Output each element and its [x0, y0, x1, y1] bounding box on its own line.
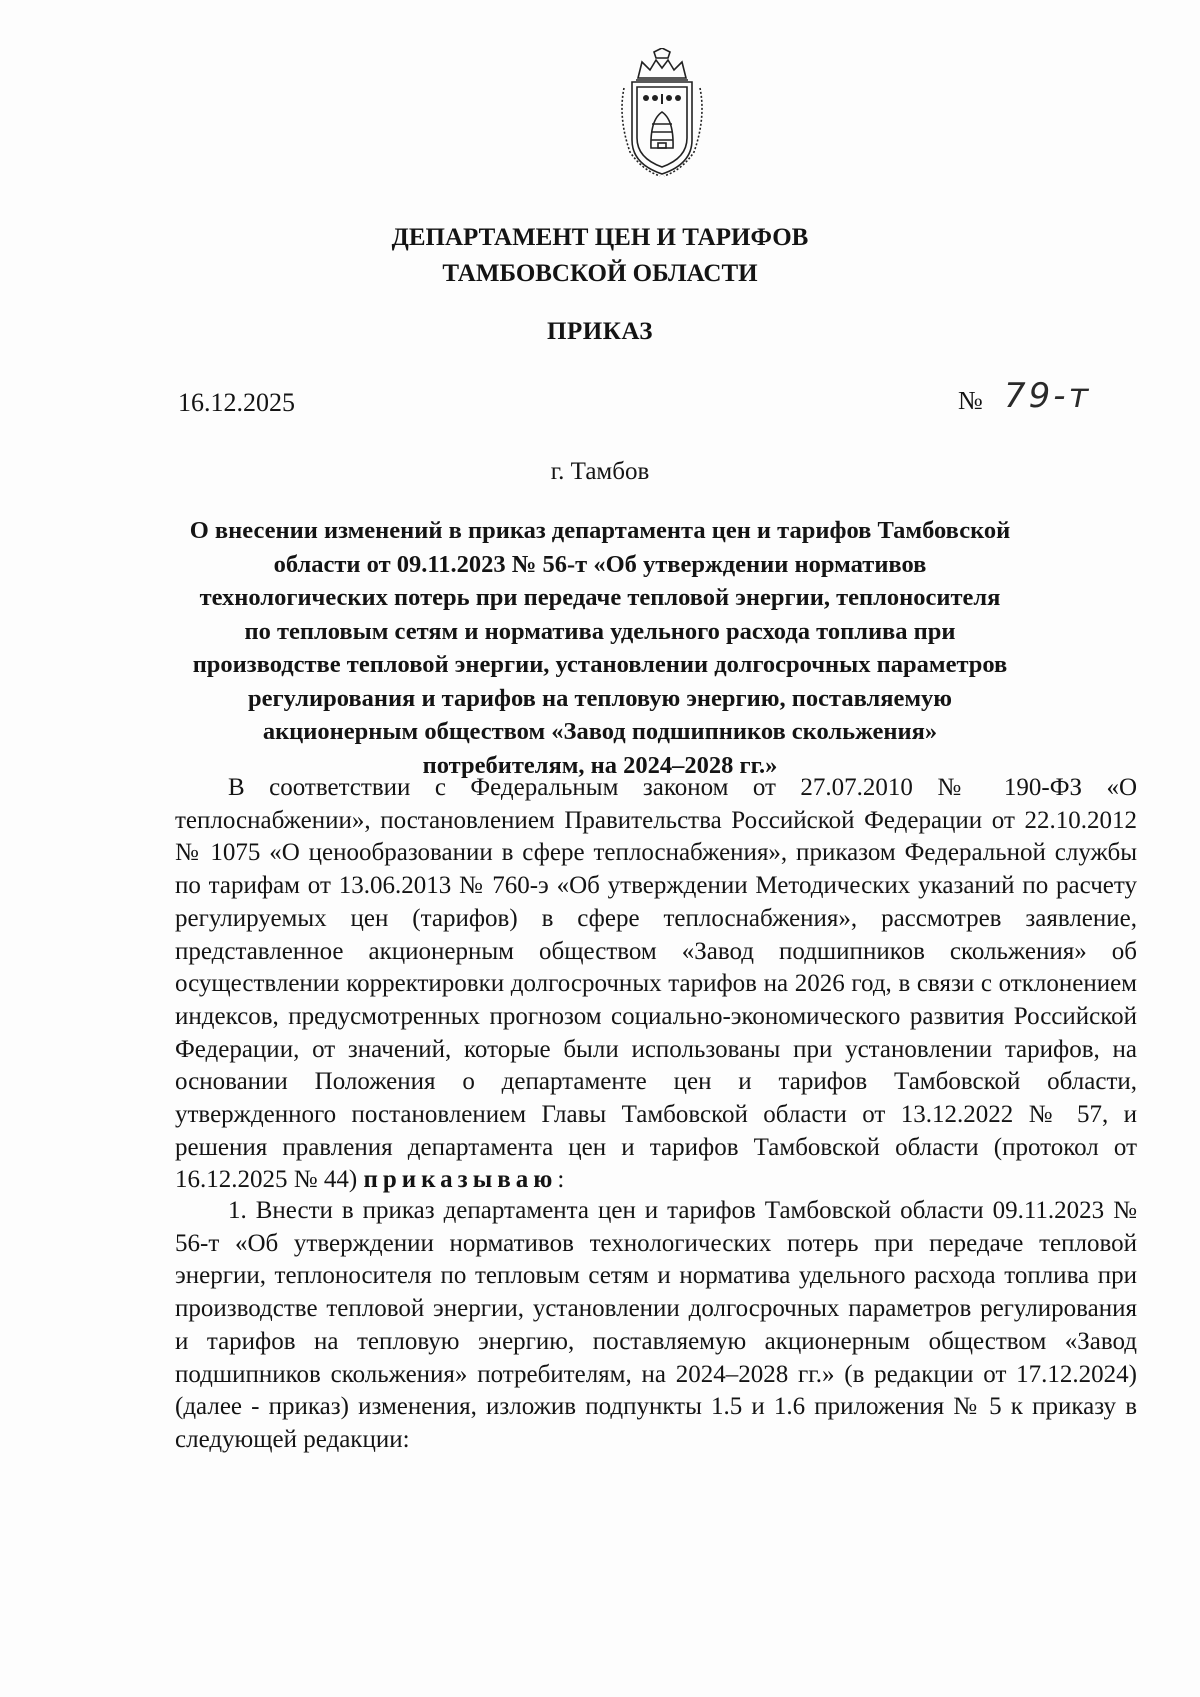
- document-date: 16.12.2025: [178, 388, 295, 417]
- order-colon: :: [557, 1166, 565, 1194]
- document-title: О внесении изменений в приказ департамента цен и тарифов Тамбовской области от 09.11.2023 № 56-т «Об утверждении нормативов технологических потерь при передаче тепловой энергии, теплоносителя по тепловым сетям и норматива удельного расхода топлива при производстве тепловой энергии, установлении долгосрочных параметров регулирования и тарифов на тепловую энергию, поставляемую акционерным обществом «Завод подшипников скольжения» потребителям, на 2024–2028 гг.»: [189, 517, 1011, 779]
- department-line-2: ТАМБОВСКОЙ ОБЛАСТИ: [442, 260, 758, 287]
- preamble-paragraph: [175, 772, 1137, 1197]
- document-number-handwritten: 79-т: [1004, 376, 1092, 416]
- item-1-paragraph: 1. Внести в приказ департамента цен и тарифов Тамбовской области 09.11.2023 № 56-т «Об утверждении нормативов технологических потерь при передаче тепловой энергии, теплоносителя по тепловым сетям и норматива удельного расхода топлива при производстве тепловой энергии, установлении долгосрочных параметров регулирования и тарифов на тепловую энергию, поставляемую акционерным обществом «Завод подшипников скольжения» потребителям, на 2024–2028 гг.» (в редакции от 17.12.2024) (далее - приказ) изменения, изложив подпункты 1.5 и 1.6 приложения № 5 к приказу в следующей редакции:: [175, 1197, 1137, 1453]
- coat-of-arms-icon: [612, 48, 712, 178]
- city: г. Тамбов: [550, 458, 650, 485]
- preamble-text: В соответствии с Федеральным законом от 27.07.2010 № 190-ФЗ «О теплоснабжении», постановлением Правительства Российской Федерации от 22.10.2012 № 1075 «О ценообразовании в сфере теплоснабжения», приказом Федеральной службы по тарифам от 13.06.2013 № 760-э «Об утверждении Методических указаний по расчету регулируемых цен (тарифов) в сфере теплоснабжения», рассмотрев заявление, представленное акционерным обществом «Завод подшипников скольжения» об осуществлении корректировки долгосрочных тарифов на 2026 год, в связи с отклонением индексов, предусмотренных прогнозом социально-экономического развития Российской Федерации, от значений, которые были использованы при установлении тарифов, на основании Положения о департаменте цен и тарифов Тамбовской области, утвержденного постановлением Главы Тамбовской области от 13.12.2022 № 57, и решения правления департамента цен и тарифов Тамбовской области (протокол от 16.12.2025 № 44): [175, 774, 1137, 1194]
- department-name: [0, 220, 1200, 292]
- document-number-label: №: [958, 386, 983, 415]
- document-type: ПРИКАЗ: [547, 318, 653, 345]
- order-word: приказываю: [363, 1166, 558, 1194]
- department-line-1: ДЕПАРТАМЕНТ ЦЕН И ТАРИФОВ: [391, 224, 809, 251]
